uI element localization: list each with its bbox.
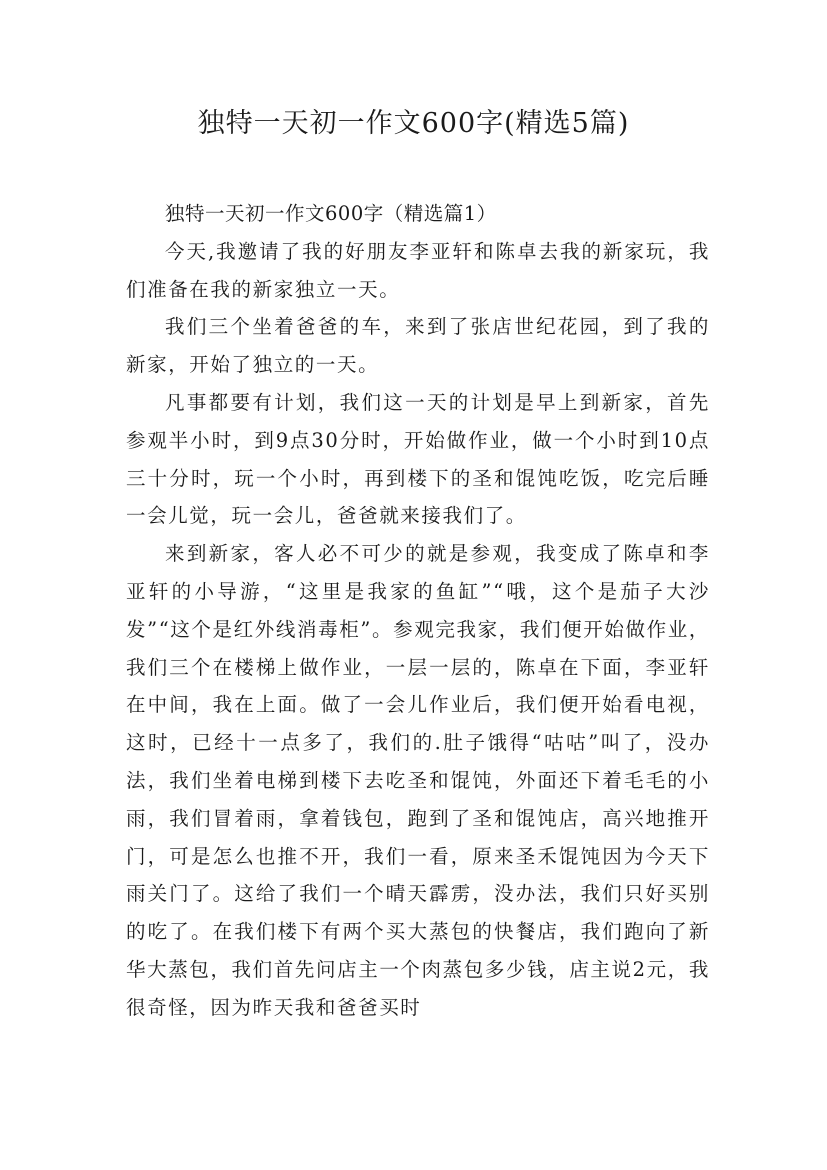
paragraph: 来到新家，客人必不可少的就是参观，我变成了陈卓和李亚轩的小导游，“这里是我家的鱼缸”“哦，这个是茄子大沙发”“这个是红外线消毒柜”。参观完我家，我们便开始做作业，我们三个在楼梯上做作业，一层一层的，陈卓在下面，李亚轩在中间，我在上面。做了一会儿作业后，我们便开始看电视，这时，已经十一点多了，我们的.肚子饿得“咕咕”叫了，没办法，我们坐着电梯到楼下去吃圣和馄饨，外面还下着毛毛的小雨，我们冒着雨，拿着钱包，跑到了圣和馄饨店，高兴地推开门，可是怎么也推不开，我们一看，原来圣禾馄饨因为今天下雨关门了。这给了我们一个晴天霹雳，没办法，我们只好买别的吃了。在我们楼下有两个买大蒸包的快餐店，我们跑向了新华大蒸包，我们首先问店主一个肉蒸包多少钱，店主说2元，我很奇怪，因为昨天我和爸爸买时 bbox=[126, 542, 710, 1019]
section-heading: 独特一天初一作文600字（精选篇1） bbox=[165, 202, 497, 225]
document-title: 独特一天初一作文600字(精选5篇) bbox=[197, 108, 630, 139]
paragraph: 今天,我邀请了我的好朋友李亚轩和陈卓去我的新家玩，我们准备在我的新家独立一天。 bbox=[126, 239, 710, 301]
paragraph: 凡事都要有计划，我们这一天的计划是早上到新家，首先参观半小时，到9点30分时，开始做作业，做一个小时到10点三十分时，玩一个小时，再到楼下的圣和馄饨吃饭，吃完后睡一会儿觉，玩一会儿，爸爸就来接我们了。 bbox=[126, 390, 710, 528]
paragraph: 我们三个坐着爸爸的车，来到了张店世纪花园，到了我的新家，开始了独立的一天。 bbox=[126, 315, 710, 377]
document-body bbox=[126, 195, 710, 1027]
